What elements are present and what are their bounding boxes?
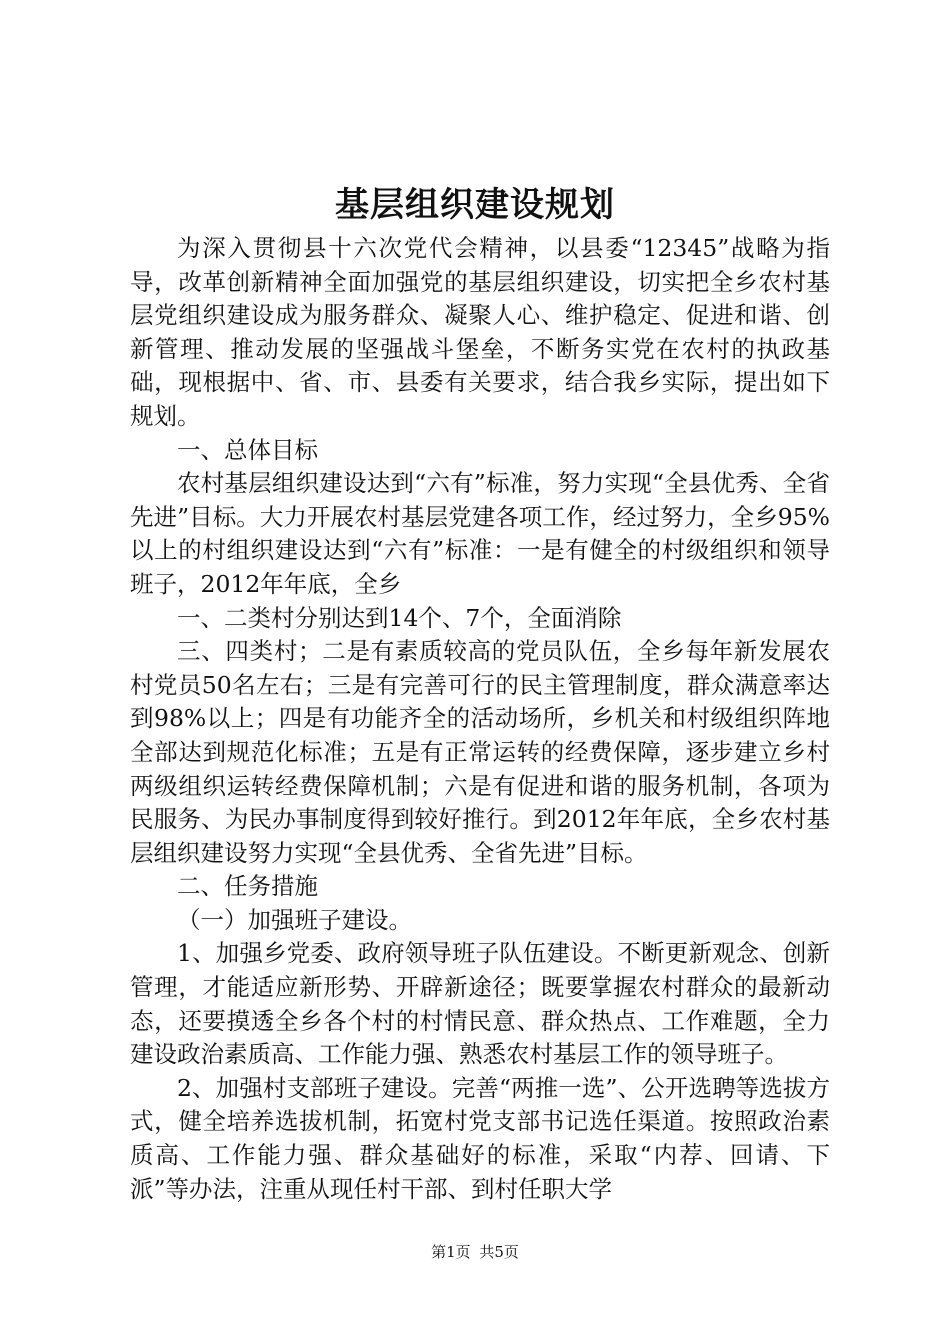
paragraph-intro: 为深入贯彻县十六次党代会精神，以县委“12345”战略为指导，改革创新精神全面加强党的基层组织建设，切实把全乡农村基层党组织建设成为服务群众、凝聚人心、维护稳定、促进和谐、创新管理、推动发展的坚强战斗堡垒，不断务实党在农村的执政基础，现根据中、省、市、县委有关要求，结合我乡实际，提出如下规划。 xyxy=(130,234,830,430)
paragraph-village-class: 一、二类村分别达到14个、7个，全面消除 xyxy=(177,603,622,632)
document-body xyxy=(130,232,830,1206)
heading-task-measures: 二、任务措施 xyxy=(177,872,318,901)
paragraph-township-team: 1、加强乡党委、政府领导班子队伍建设。不断更新观念、创新管理，才能适应新形势、开辟新途径；既要掌握农村群众的最新动态，还要摸透全乡各个村的村情民意、群众热点、工作难题，全力建设政治素质高、工作能力强、熟悉农村基层工作的领导班子。 xyxy=(130,939,830,1069)
page-number: 第1页 xyxy=(431,1243,471,1261)
paragraph-goal-detail: 农村基层组织建设达到“六有”标准，努力实现“全县优秀、全省先进”目标。大力开展农村基层党建各项工作，经过努力，全乡95%以上的村组织建设达到“六有”标准：一是有健全的村级组织和领导班子，2012年年底，全乡 xyxy=(130,469,830,598)
heading-overall-goal: 一、总体目标 xyxy=(177,435,318,464)
paragraph-village-branch: 2、加强村支部班子建设。完善“两推一选”、公开选聘等选拔方式，健全培养选拔机制，拓宽村党支部书记选任渠道。按照政治素质高、工作能力强、群众基础好的标准，采取“内荐、回请、下派”等办法，注重从现任村干部、到村任职大学 xyxy=(130,1073,830,1203)
heading-team-building: （一）加强班子建设。 xyxy=(177,905,412,934)
page-total: 共5页 xyxy=(479,1243,519,1261)
paragraph-six-standards: 三、四类村；二是有素质较高的党员队伍，全乡每年新发展农村党员50名左右；三是有完善可行的民主管理制度，群众满意率达到98%以上；四是有功能齐全的活动场所，乡机关和村级组织阵地全部达到规范化标准；五是有正常运转的经费保障，逐步建立乡村两级组织运转经费保障机制；六是有促进和谐的服务机制，各项为民服务、为民办事制度得到较好推行。到2012年年底，全乡农村基层组织建设努力实现“全县优秀、全省先进”目标。 xyxy=(130,637,830,867)
document-title: 基层组织建设规划 xyxy=(335,185,615,225)
page-footer xyxy=(0,1242,950,1262)
